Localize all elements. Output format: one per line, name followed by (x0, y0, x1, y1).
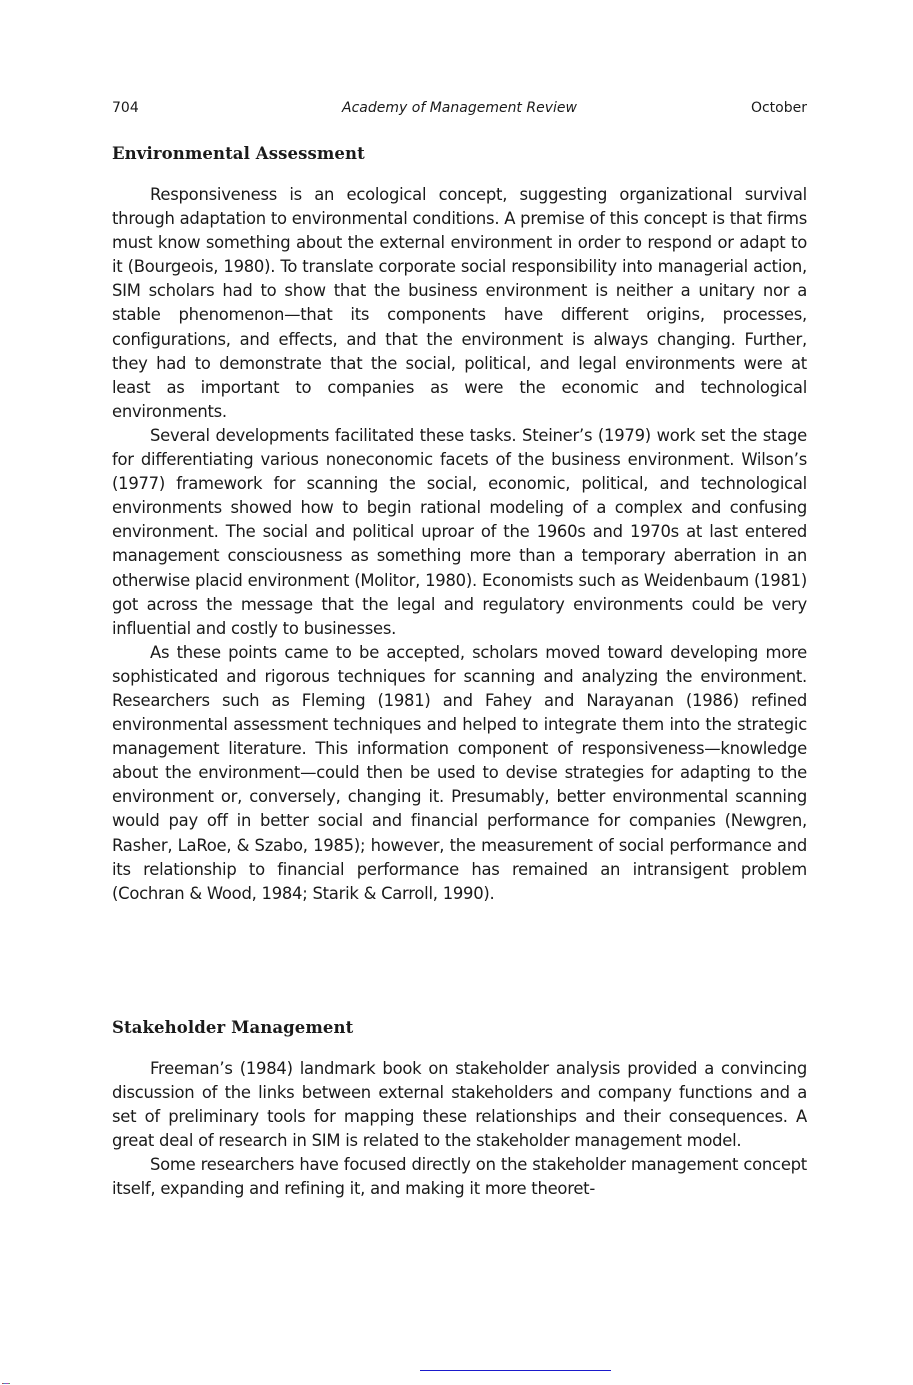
journal-title: Academy of Management Review (342, 100, 577, 116)
paragraph: Responsiveness is an ecological concept, suggesting organizational survival through adaptation to environmental conditions. A premise of this concept is that firms must know something about the external environment in order to respond or adapt to it (Bourgeois, 1980). To translate corporate social responsibility into managerial action, SIM scholars had to show that the business environment is neither a unitary nor a stable phenomenon—that its components have different origins, processes, configurations, and effects, and that the environment is always changing. Further, they had to demonstrate that the social, political, and legal environments were at least as important to companies as were the economic and technological environments. (112, 185, 807, 421)
paragraph: As these points came to be accepted, scholars moved toward developing more sophisticated and rigorous techniques for scanning and analyzing the environment. Researchers such as Fleming (1981) and Fahey and Narayanan (1986) refined environmental assessment techniques and helped to integrate them into the strategic management literature. This information component of responsiveness—knowledge about the environment—could then be used to devise strategies for adapting to the environment or, conversely, changing it. Presumably, better environmental scanning would pay off in better social and financial performance for companies (Newgren, Rasher, LaRoe, & Szabo, 1985); however, the measurement of social performance and its relationship to financial performance has remained an intransigent problem (Cochran & Wood, 1984; Starik & Carroll, 1990). (112, 642, 807, 903)
scan-artifact (2, 1383, 10, 1384)
section-heading-environmental-assessment: Environmental Assessment (112, 144, 365, 163)
paragraph: Freeman’s (1984) landmark book on stakeholder analysis provided a convincing discussion of the links between external stakeholders and company functions and a set of preliminary tools for mapping these relationships and their consequences. A great deal of research in SIM is related to the stakeholder management model. (112, 1059, 807, 1151)
section-heading-stakeholder-management: Stakeholder Management (112, 1018, 354, 1037)
paragraph: Some researchers have focused directly on the stakeholder management concept itself, expanding and refining it, and making it more theoret- (112, 1155, 807, 1199)
running-head (112, 100, 807, 120)
page-number: 704 (112, 100, 139, 116)
section-body-stakeholder-management (112, 1057, 807, 1202)
footnote-divider (420, 1370, 611, 1371)
paragraph: Several developments facilitated these tasks. Steiner’s (1979) work set the stage for differentiating various noneconomic facets of the business environment. Wilson’s (1977) framework for scanning the social, economic, political, and technological environments showed how to begin rational modeling of a complex and confusing environment. The social and political uproar of the 1960s and 1970s at last entered management consciousness as something more than a temporary aberration in an otherwise placid environment (Molitor, 1980). Economists such as Weidenbaum (1981) got across the message that the legal and regulatory environments could be very influential and costly to businesses. (112, 425, 807, 638)
issue-month: October (750, 100, 807, 116)
section-body-environmental-assessment (112, 183, 807, 906)
